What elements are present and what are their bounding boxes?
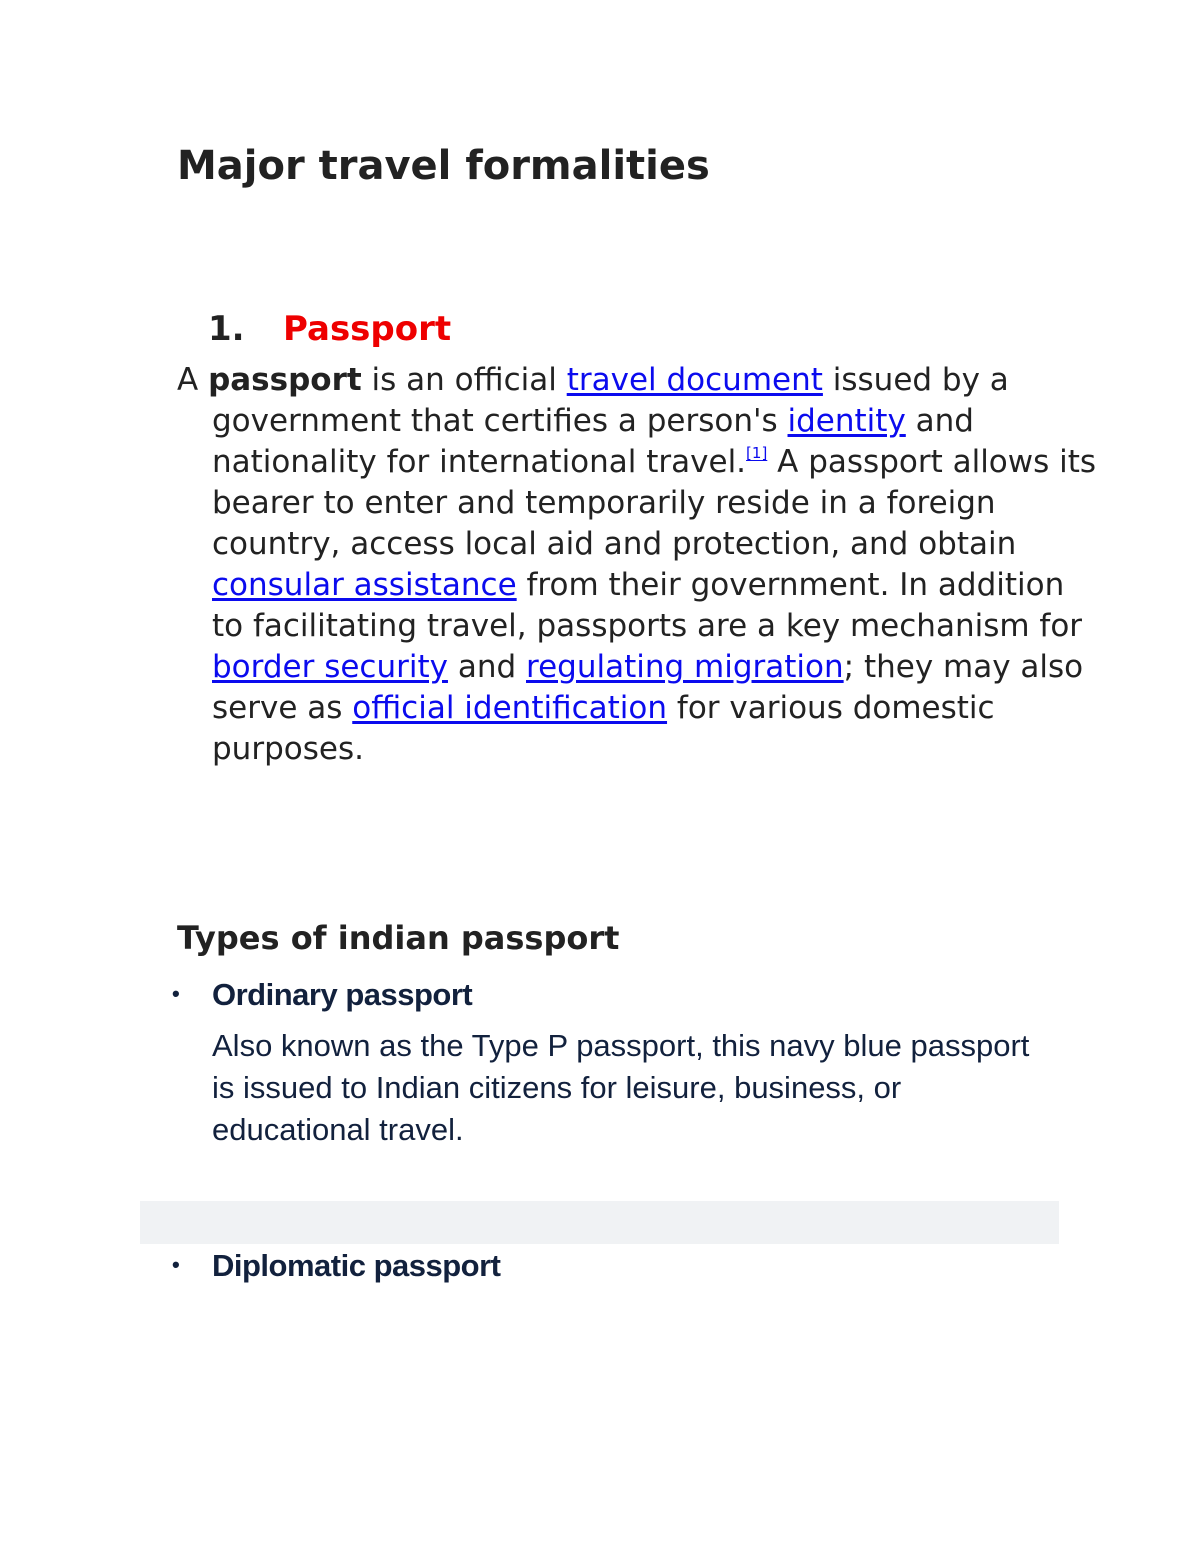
page-title: Major travel formalities	[177, 143, 710, 189]
ordinary-passport-description: Also known as the Type P passport, this navy blue passport is issued to Indian citizens for leisure, business, or educational travel.	[212, 1028, 1030, 1147]
citation	[746, 444, 767, 462]
section-heading-passport	[208, 306, 451, 352]
text-run: and	[447, 649, 526, 685]
text-run: is an official	[361, 362, 567, 398]
link-travel-document[interactable]: travel document	[566, 362, 823, 398]
text-run: A passport allows its bearer to enter and temporarily reside in a foreign country, access local aid and protection, and obtain	[212, 444, 1097, 562]
link-consular-assistance[interactable]: consular assistance	[212, 567, 517, 603]
text-run: for various domestic purposes.	[212, 690, 995, 767]
link-official-identification[interactable]: official identification	[352, 690, 668, 726]
text-run: ; they may also serve as	[212, 649, 1084, 726]
text-run: issued by a government that certifies a person's	[212, 362, 1009, 439]
types-heading: Types of indian passport	[177, 919, 620, 957]
link-regulating-migration[interactable]: regulating migration	[526, 649, 844, 685]
section-number: 1.	[208, 309, 245, 349]
text-run: from their government. In addition to facilitating travel, passports are a key mechanism for	[212, 567, 1083, 644]
text-run: A	[177, 362, 209, 398]
list-item-diplomatic-passport	[172, 1245, 501, 1286]
bullet-icon: •	[172, 1252, 180, 1277]
section-title: Passport	[283, 309, 452, 349]
divider-band	[140, 1201, 1059, 1244]
list-item-label: Diplomatic passport	[212, 1248, 501, 1283]
list-item-ordinary-passport	[172, 974, 472, 1015]
link-identity[interactable]: identity	[787, 403, 906, 439]
bold-term-passport: passport	[208, 362, 362, 398]
passport-definition-paragraph	[177, 360, 1102, 770]
list-item-label: Ordinary passport	[212, 977, 473, 1012]
text-run: and nationality for international travel.	[212, 403, 974, 480]
link-border-security[interactable]: border security	[212, 649, 448, 685]
citation-link[interactable]: [1]	[746, 444, 768, 462]
bullet-icon: •	[172, 981, 180, 1006]
